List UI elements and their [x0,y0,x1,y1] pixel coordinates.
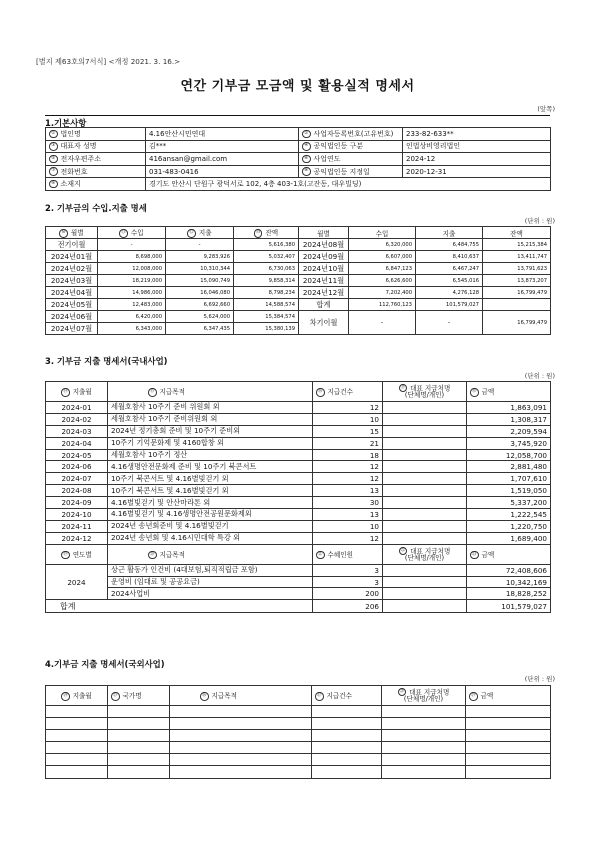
balance-cell: 14,588,574 [234,299,299,311]
purpose-cell: 4.16생명안전문화제 준비 및 10주기 북콘서트 [108,461,313,473]
purpose-cell: 4.16별빛걷기 및 안산마라톤 외 [108,497,313,509]
date-cell [46,766,108,778]
recipient-cell [383,485,467,497]
item-number-mark: ⑲ [61,551,70,560]
carry-expense: - [416,311,483,335]
balance-cell: 13,791,623 [483,263,551,275]
country-cell [108,730,170,742]
amount-cell [466,730,551,742]
purpose-cell: 세월호참사 10주기 준비위원회 외 [108,413,313,425]
purpose-cell: 4.16별빛걷기 및 4.16생명안전공원문화제외 [108,509,313,521]
date-cell [46,730,108,742]
date-cell: 2024-06 [46,461,108,473]
date-cell: 2024-05 [46,449,108,461]
recipient-cell [383,449,467,461]
expense-cell: 6,545,016 [416,275,483,287]
overseas-date-header: ㉔ 지출월 [46,686,108,706]
date-cell [46,706,108,718]
country-cell [108,766,170,778]
purpose-header: ⑮ 지급목적 [108,382,313,402]
balance-cell: 15,215,384 [483,239,551,251]
domestic-expense-row [46,509,551,521]
purpose-cell: 10주기 북콘서트 및 4.16별빛걷기 외 [108,473,313,485]
address-value: 경기도 안산시 단원구 광덕서로 102, 4층 403-1호(고잔동, 대우빌딩) [146,178,551,191]
count-cell [312,766,382,778]
count-cell: 12 [313,461,383,473]
date-cell: 2024-01 [46,402,108,414]
balance-cell: 8,798,234 [234,287,299,299]
overseas-expense-table [45,685,551,779]
month-header: ⑩ 월별 [46,227,98,239]
month-cell: 2024년06월 [46,311,98,323]
date-cell: 2024-10 [46,509,108,521]
country-header: ㉕ 국가명 [108,686,170,706]
field-label [46,128,146,141]
amount-cell [466,766,551,778]
balance-cell [483,299,551,311]
income-cell: - [98,239,166,251]
date-cell: 2024-09 [46,497,108,509]
domestic-expense-row [46,402,551,414]
count-header: ⑯ 지급건수 [313,382,383,402]
overseas-amount-header: ㉙ 금액 [466,686,551,706]
header-label: 지급목적 [159,551,185,560]
month-cell: 2024년12월 [299,287,349,299]
purpose-cell [170,742,312,754]
month-cell: 2024년09월 [299,251,349,263]
date-cell [46,718,108,730]
overseas-expense-row [46,706,551,718]
field-value: 4.16안산시민연대 [146,128,299,141]
year-header [46,544,108,564]
item-number-mark: ③ [49,142,58,151]
yearly-expense-row [46,588,551,600]
count-cell: 12 [313,402,383,414]
date-cell: 2024-11 [46,520,108,532]
recipient-cell [383,402,467,414]
amount-cell: 1,707,610 [467,473,551,485]
month-header-2: 월별 [299,227,349,239]
month-cell: 2024년10월 [299,263,349,275]
income-cell: 12,483,000 [98,299,166,311]
field-label [299,128,403,141]
section-overseas-title: 4.기부금 지출 명세서(국외사업) [45,659,165,669]
field-value: 인법상비영리법인 [403,140,551,153]
recipient-cell [382,718,466,730]
yearly-header-row [46,544,551,564]
recipient-cell [382,706,466,718]
yearly-recipient-header [383,544,467,564]
recipient-cell [382,766,466,778]
domestic-expense-row [46,425,551,437]
total-label: 합계 [46,600,313,613]
income-expense-row [46,239,551,251]
overseas-count-header: ㉗ 지급건수 [312,686,382,706]
field-value: 2020-12-31 [403,165,551,178]
count-cell: 21 [313,437,383,449]
item-number-mark: ㉒ [399,547,408,556]
recipient-cell [383,473,467,485]
amount-cell: 18,828,252 [467,588,551,600]
purpose-cell: 세월호참사 10주기 정산 [108,449,313,461]
income-expense-row [46,299,551,311]
year-cell: 2024 [46,564,108,600]
expense-header-2: 지출 [416,227,483,239]
balance-cell: 13,873,207 [483,275,551,287]
form-number: [별지 제63호의7서식] <개정 2021. 3. 16.> [36,57,181,66]
basic-info-row [46,128,551,141]
basic-info-table [45,127,551,191]
purpose-cell [170,730,312,742]
amount-cell: 12,058,700 [467,449,551,461]
purpose-cell: 2024년 정기총회 준비 및 10주기 준비외 [108,425,313,437]
beneficiaries-cell: 3 [313,576,383,588]
count-cell: 30 [313,497,383,509]
amount-cell: 2,881,480 [467,461,551,473]
basic-info-row [46,153,551,166]
amount-cell [466,706,551,718]
amount-cell [466,754,551,766]
item-label: 공익법인등 구분 [313,142,364,151]
expense-cell: 5,624,000 [166,311,234,323]
date-header: ⑭ 지출월 [46,382,108,402]
section-income-expense-title: 2. 기부금의 수입.지출 명세 [45,203,147,213]
expense-cell: 6,467,247 [416,263,483,275]
recipient-cell [383,576,467,588]
count-cell: 12 [313,473,383,485]
domestic-expense-row [46,413,551,425]
expense-cell: 10,310,344 [166,263,234,275]
month-cell: 2024년01월 [46,251,98,263]
recipient-cell [383,461,467,473]
domestic-expense-row [46,449,551,461]
income-expense-row [46,251,551,263]
domestic-expense-row [46,497,551,509]
total-row [46,600,551,613]
balance-header-2: 잔액 [483,227,551,239]
recipient-header: ⑰ 대표 지급처명 (단체명/개인) [383,382,467,402]
field-label [46,153,146,166]
date-cell: 2024-02 [46,413,108,425]
item-number-mark: ㉓ [470,551,479,560]
domestic-expense-row [46,520,551,532]
field-value: 233-82-633** [403,128,551,141]
basic-info-row [46,165,551,178]
date-cell: 2024-04 [46,437,108,449]
amount-cell: 3,745,920 [467,437,551,449]
purpose-cell: 2024사업비 [108,588,313,600]
count-cell: 10 [313,520,383,532]
recipient-cell [383,532,467,544]
income-cell: 14,986,000 [98,287,166,299]
overseas-expense-row [46,766,551,778]
date-cell [46,754,108,766]
carry-balance: 16,799,479 [483,311,551,335]
count-cell: 12 [313,532,383,544]
item-number-mark: ㉑ [316,551,325,560]
purpose-cell [170,766,312,778]
month-cell: 합계 [299,299,349,311]
expense-cell: 6,484,755 [416,239,483,251]
date-cell: 2024-03 [46,425,108,437]
item-number-mark: ⑥ [302,155,311,164]
amount-cell: 72,408,606 [467,564,551,576]
income-expense-row [46,287,551,299]
amount-cell: 1,519,050 [467,485,551,497]
expense-cell: 6,692,660 [166,299,234,311]
recipient-cell [383,564,467,576]
yearly-expense-row [46,564,551,576]
item-number-mark: ⑤ [49,155,58,164]
balance-cell: 5,032,407 [234,251,299,263]
month-cell: 2024년04월 [46,287,98,299]
purpose-cell: 상근 활동가 인건비 (4대보험,퇴직적립금 포함) [108,564,313,576]
purpose-cell [170,754,312,766]
income-cell: 6,343,000 [98,323,166,335]
income-expense-row [46,263,551,275]
domestic-expense-row [46,485,551,497]
item-number-mark: ⑧ [302,167,311,176]
amount-cell: 1,222,545 [467,509,551,521]
purpose-cell: 운영비 (임대료 및 공공요금) [108,576,313,588]
address-label [46,178,146,191]
section4-unit: (단위 : 원) [524,675,555,683]
header-label: 연도별 [72,551,92,560]
recipient-cell [383,509,467,521]
total-amount: 101,579,027 [467,600,551,613]
basic-info-row [46,140,551,153]
field-value: 031-483-0416 [146,165,299,178]
total-recipient [383,600,467,613]
country-cell [108,718,170,730]
beneficiaries-header [313,544,383,564]
amount-header: ⑱ 금액 [467,382,551,402]
document-title: 연간 기부금 모금액 및 활용실적 명세서 [180,79,415,94]
amount-cell [466,742,551,754]
month-cell: 2024년02월 [46,263,98,275]
field-value: 416ansan@gmail.com [146,153,299,166]
amount-cell: 2,209,594 [467,425,551,437]
count-cell [312,742,382,754]
header-label: (단체명/개인) [404,554,445,563]
country-cell [108,754,170,766]
income-header-2: 수입 [349,227,416,239]
purpose-cell: 2024년 송년회 및 4.16시민대학 특강 외 [108,532,313,544]
amount-cell: 10,342,169 [467,576,551,588]
amount-cell: 1,220,750 [467,520,551,532]
purpose-cell [170,718,312,730]
yearly-amount-header [467,544,551,564]
country-cell [108,742,170,754]
purpose-cell [170,706,312,718]
date-cell: 2024-12 [46,532,108,544]
field-label [299,165,403,178]
section3-unit: (단위 : 원) [524,372,555,380]
item-number-mark: ① [49,130,58,139]
balance-cell: 16,799,479 [483,287,551,299]
income-cell: 6,320,000 [349,239,416,251]
expense-header: ⑫ 지출 [166,227,234,239]
purpose-cell: 세월호참사 10주기 준비 위원회 외 [108,402,313,414]
beneficiaries-cell: 3 [313,564,383,576]
header-label: 금액 [481,551,495,560]
count-cell: 18 [313,449,383,461]
item-number-mark: ⑳ [148,551,157,560]
domestic-expense-row [46,473,551,485]
income-cell: 6,607,000 [349,251,416,263]
address-row [46,178,551,191]
field-label [299,140,403,153]
count-cell: 10 [313,413,383,425]
item-label: 소재지 [60,180,81,189]
item-label: 사업자등록번호(고유번호) [313,129,394,138]
income-header: ⑪ 수입 [98,227,166,239]
month-cell: 전기이월 [46,239,98,251]
income-expense-row [46,311,551,323]
expense-cell: 4,276,128 [416,287,483,299]
count-cell: 13 [313,509,383,521]
purpose-cell: 2024년 송년회준비 및 4.16별빛걷기 [108,520,313,532]
count-cell [312,754,382,766]
amount-cell: 1,689,400 [467,532,551,544]
amount-cell: 5,337,200 [467,497,551,509]
section-domestic-title: 3. 기부금 지출 명세서(국내사업) [45,356,168,366]
balance-cell: 13,411,747 [483,251,551,263]
income-cell: 18,219,000 [98,275,166,287]
balance-cell: 5,616,380 [234,239,299,251]
income-expense-table [45,226,551,335]
balance-cell: 9,858,314 [234,275,299,287]
income-cell: 6,626,600 [349,275,416,287]
yearly-expense-row [46,576,551,588]
count-cell: 13 [313,485,383,497]
beneficiaries-cell: 200 [313,588,383,600]
page-side-label: (앞쪽) [537,105,555,113]
month-cell: 2024년11월 [299,275,349,287]
expense-cell: - [166,239,234,251]
expense-cell: 101,579,027 [416,299,483,311]
item-number-mark: ④ [302,142,311,151]
income-cell: 8,698,000 [98,251,166,263]
expense-cell: 15,090,749 [166,275,234,287]
item-label: 사업연도 [313,154,341,163]
income-expense-row [46,275,551,287]
item-number-mark: ⑦ [49,167,58,176]
month-cell: 2024년03월 [46,275,98,287]
income-cell: 6,847,123 [349,263,416,275]
item-number-mark: ⑨ [49,180,58,189]
amount-cell: 1,308,317 [467,413,551,425]
domestic-expense-row [46,532,551,544]
country-cell [108,706,170,718]
item-label: 대표자 성명 [60,142,97,151]
header-label: 수혜인원 [327,551,353,560]
section2-unit: (단위 : 원) [524,217,555,225]
domestic-expense-row [46,437,551,449]
month-cell: 2024년05월 [46,299,98,311]
expense-cell: 6,347,435 [166,323,234,335]
income-cell: 12,008,000 [98,263,166,275]
section-basic-info-title: 1.기본사항 [45,115,550,129]
field-value: 2024-12 [403,153,551,166]
purpose-cell: 10주기 북콘서트 및 4.16별빛걷기 외 [108,485,313,497]
overseas-purpose-header: ㉖ 지급목적 [170,686,312,706]
count-cell: 15 [313,425,383,437]
carry-forward-label: 차기이월 [299,311,349,335]
field-label [46,165,146,178]
balance-header: ⑬ 잔액 [234,227,299,239]
item-label: 공익법인등 지정일 [313,167,370,176]
expense-cell: 9,283,926 [166,251,234,263]
date-cell [46,742,108,754]
balance-cell: 15,384,574 [234,311,299,323]
overseas-expense-row [46,754,551,766]
income-cell: 7,202,400 [349,287,416,299]
carry-income: - [349,311,416,335]
recipient-cell [382,754,466,766]
recipient-cell [383,413,467,425]
expense-cell: 16,046,080 [166,287,234,299]
item-label: 법인명 [60,129,81,138]
overseas-expense-row [46,730,551,742]
item-number-mark: ② [302,130,311,139]
overseas-expense-row [46,718,551,730]
total-count: 206 [313,600,383,613]
domestic-expense-table [45,381,551,613]
recipient-cell [383,520,467,532]
field-value: 김*** [146,140,299,153]
recipient-cell [383,588,467,600]
recipient-cell [382,742,466,754]
yearly-purpose-header [108,544,313,564]
item-label: 전화번호 [60,167,88,176]
month-cell: 2024년07월 [46,323,98,335]
count-cell [312,706,382,718]
income-cell: 112,760,123 [349,299,416,311]
domestic-expense-row [46,461,551,473]
balance-cell: 6,730,063 [234,263,299,275]
recipient-cell [383,497,467,509]
count-cell [312,718,382,730]
overseas-recipient-header: ㉘ 대표 지급처명 (단체명/개인) [382,686,466,706]
expense-cell: 8,410,637 [416,251,483,263]
recipient-cell [383,425,467,437]
date-cell: 2024-08 [46,485,108,497]
field-label [46,140,146,153]
field-label [299,153,403,166]
header-label: 대표 지급처명 [410,546,451,555]
purpose-cell: 10주기 기억문화제 및 4160합창 외 [108,437,313,449]
amount-cell: 1,863,091 [467,402,551,414]
balance-cell: 15,380,139 [234,323,299,335]
recipient-cell [383,437,467,449]
count-cell [312,730,382,742]
income-cell: 6,420,000 [98,311,166,323]
amount-cell [466,718,551,730]
month-cell: 2024년08월 [299,239,349,251]
overseas-expense-row [46,742,551,754]
date-cell: 2024-07 [46,473,108,485]
item-label: 전자우편주소 [60,154,102,163]
recipient-cell [382,730,466,742]
